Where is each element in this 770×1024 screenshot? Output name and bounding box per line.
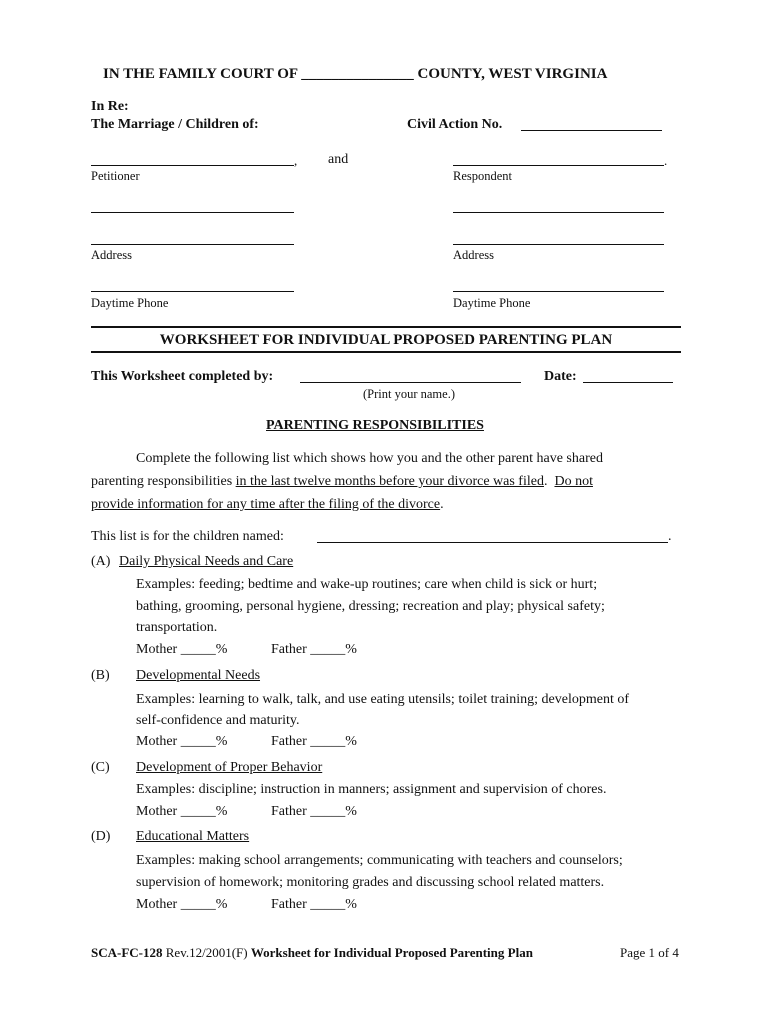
- item-d-examples-2: supervision of homework; monitoring grades and discussing school related matters.: [136, 875, 605, 890]
- phone-label-left: Daytime Phone: [91, 296, 169, 310]
- court-caption: [103, 66, 607, 83]
- petitioner-label: Petitioner: [91, 169, 140, 183]
- item-a-letter: (A): [91, 554, 111, 569]
- title-rule-bottom: [91, 351, 681, 353]
- footer-form-title: Worksheet for Individual Proposed Parenting Plan: [250, 945, 533, 960]
- item-c-letter: (C): [91, 760, 110, 775]
- item-a-examples-3: transportation.: [136, 620, 218, 635]
- item-d-title: Educational Matters: [136, 829, 250, 844]
- civil-action-field[interactable]: [521, 130, 662, 131]
- item-a-mother-percent[interactable]: Mother _____%: [136, 642, 228, 657]
- petitioner-address-line2[interactable]: [91, 244, 294, 245]
- court-prefix: IN THE FAMILY COURT OF: [103, 66, 298, 82]
- item-a-examples-1: Examples: feeding; bedtime and wake-up routines; care when child is sick or hurt;: [136, 577, 598, 592]
- and-label: and: [328, 152, 349, 167]
- in-re-label: In Re:: [91, 99, 129, 114]
- respondent-phone-field[interactable]: [453, 291, 664, 292]
- item-d-letter: (D): [91, 829, 111, 844]
- footer-form-info: [91, 945, 533, 961]
- item-d-mother-percent[interactable]: Mother _____%: [136, 897, 228, 912]
- date-label: Date:: [544, 369, 577, 384]
- item-a-title: Daily Physical Needs and Care: [119, 554, 294, 569]
- children-named-label: This list is for the children named:: [91, 529, 284, 544]
- petitioner-phone-field[interactable]: [91, 291, 294, 292]
- intro-2b: in the last twelve months before your divorce was filed: [235, 474, 544, 489]
- footer-revision: Rev.12/2001(F): [165, 945, 248, 960]
- county-blank: _______________: [301, 66, 414, 82]
- completed-by-field[interactable]: [300, 382, 521, 383]
- item-c-father-percent[interactable]: Father _____%: [271, 804, 357, 819]
- print-name-hint: (Print your name.): [363, 387, 455, 401]
- item-a-father-percent[interactable]: Father _____%: [271, 642, 357, 657]
- petitioner-comma: ,: [294, 153, 298, 168]
- respondent-address-line1[interactable]: [453, 212, 664, 213]
- date-field[interactable]: [583, 382, 673, 383]
- respondent-name-field[interactable]: [453, 165, 664, 166]
- item-b-examples-1: Examples: learning to walk, talk, and use eating utensils; toilet training; development of: [136, 692, 629, 707]
- title-rule-top: [91, 326, 681, 328]
- petitioner-name-field[interactable]: [91, 165, 294, 166]
- respondent-address-line2[interactable]: [453, 244, 664, 245]
- item-b-title: Developmental Needs: [136, 668, 261, 683]
- marriage-label: The Marriage / Children of:: [91, 117, 259, 132]
- intro-3a: provide information for any time after the filing of the divorce: [91, 497, 441, 512]
- item-b-father-percent[interactable]: Father _____%: [271, 734, 357, 749]
- intro-2d: Do not: [554, 474, 593, 489]
- item-c-examples-1: Examples: discipline; instruction in manners; assignment and supervision of chores.: [136, 782, 607, 797]
- address-label-right: Address: [453, 248, 494, 262]
- section-title: PARENTING RESPONSIBILITIES: [266, 418, 484, 433]
- worksheet-title: WORKSHEET FOR INDIVIDUAL PROPOSED PARENTING PLAN: [159, 332, 613, 348]
- item-c-title: Development of Proper Behavior: [136, 760, 323, 775]
- intro-2c: .: [543, 474, 555, 489]
- intro-2a: parenting responsibilities: [91, 474, 236, 489]
- item-d-father-percent[interactable]: Father _____%: [271, 897, 357, 912]
- petitioner-address-line1[interactable]: [91, 212, 294, 213]
- intro-line-1: Complete the following list which shows how you and the other parent have shared: [136, 451, 603, 466]
- respondent-period: .: [664, 153, 668, 168]
- item-b-mother-percent[interactable]: Mother _____%: [136, 734, 228, 749]
- item-b-letter: (B): [91, 668, 110, 683]
- phone-label-right: Daytime Phone: [453, 296, 531, 310]
- footer-page-number: Page 1 of 4: [620, 945, 679, 960]
- intro-line-2: [91, 474, 593, 490]
- completed-by-label: This Worksheet completed by:: [91, 369, 274, 384]
- court-suffix: COUNTY, WEST VIRGINIA: [417, 66, 608, 82]
- address-label-left: Address: [91, 248, 132, 262]
- intro-3b: .: [440, 497, 444, 512]
- item-b-examples-2: self-confidence and maturity.: [136, 713, 300, 728]
- item-d-examples-1: Examples: making school arrangements; communicating with teachers and counselors;: [136, 853, 623, 868]
- item-c-mother-percent[interactable]: Mother _____%: [136, 804, 228, 819]
- children-named-field[interactable]: [317, 542, 668, 543]
- children-named-period: .: [668, 529, 672, 544]
- footer-form-id: SCA-FC-128: [91, 945, 163, 960]
- intro-line-3: [91, 497, 444, 513]
- civil-action-label: Civil Action No.: [407, 117, 503, 132]
- item-a-examples-2: bathing, grooming, personal hygiene, dressing; recreation and play; physical safety;: [136, 599, 605, 614]
- respondent-label: Respondent: [453, 169, 513, 183]
